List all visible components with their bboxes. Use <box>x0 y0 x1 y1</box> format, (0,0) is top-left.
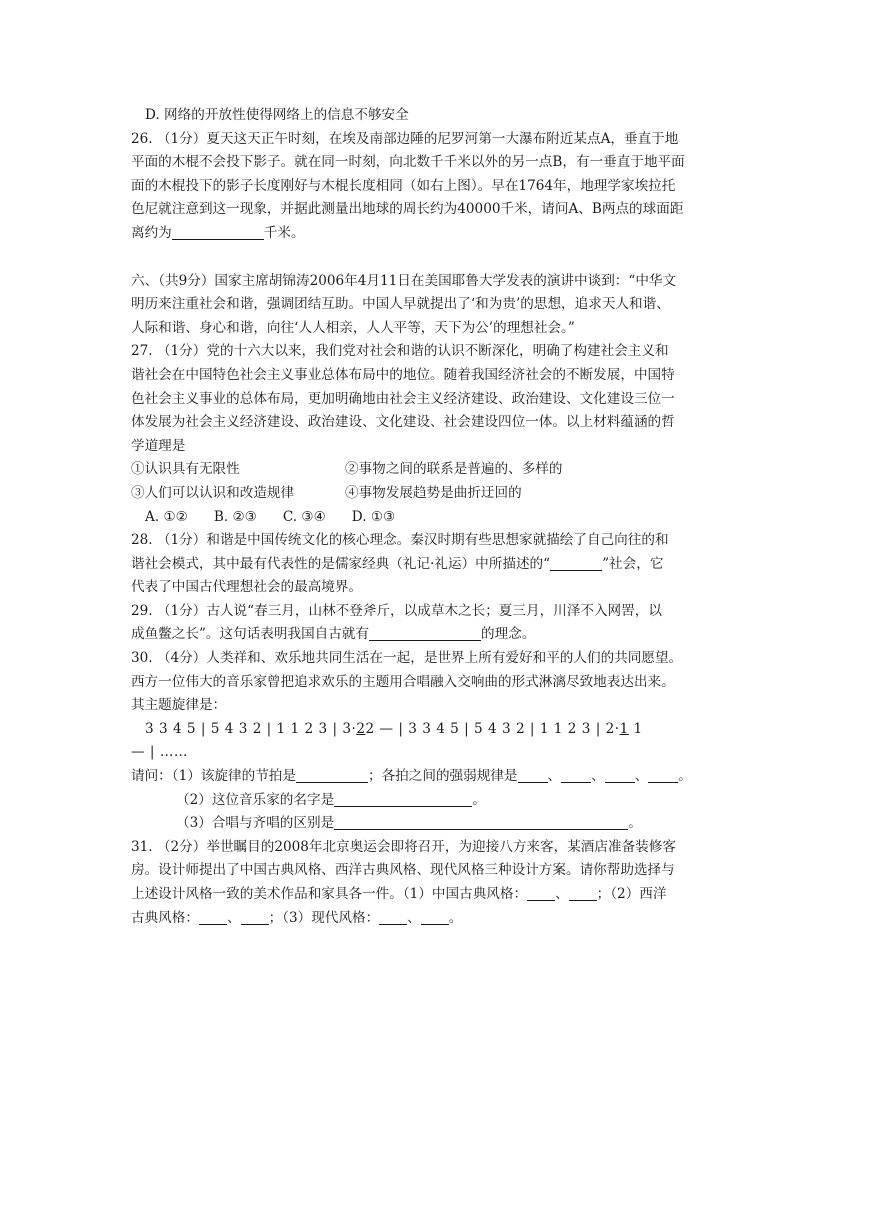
statement-2: ②事物之间的联系是普遍的、多样的 <box>345 461 563 478</box>
q31-line-3: 上述设计风格一致的美术作品和家具各一件。（1）中国古典风格： 、 ；（2）西洋 <box>131 886 667 902</box>
q30-sub-2: （2）这位音乐家的名字是 。 <box>176 791 486 808</box>
choice-d[interactable]: D. ①③ <box>351 508 396 525</box>
q25-option-d: D. 网络的开放性使得网络上的信息不够安全 <box>145 107 409 123</box>
choice-a[interactable]: A. ①② <box>145 508 188 525</box>
q31-line-2: 房。设计师提出了中国古典风格、西洋古典风格、现代风格三种设计方案。请你帮助选择与 <box>131 862 675 879</box>
answer-blank[interactable] <box>561 766 591 783</box>
q31-line-4: 古典风格： 、 ；（3）现代风格： 、 。 <box>131 909 463 926</box>
question-29 <box>131 600 741 647</box>
question-31 <box>131 836 741 930</box>
statement-3: ③人们可以认识和改造规律 <box>131 484 295 501</box>
q26-line-2: 平面的木棍不会投下影子。就在同一时刻，向北数千千米以外的另一点B，有一垂直于地平面 <box>131 154 685 171</box>
melody-notation-end: — | …… <box>131 744 189 761</box>
choice-b[interactable]: B. ②③ <box>213 508 257 525</box>
q27-line-2: 谐社会在中国特色社会主义事业总体布局中的地位。随着我国经济社会的不断发展，中国特 <box>131 366 675 383</box>
q30-line-3: 其主题旋律是： <box>131 697 227 714</box>
answer-blank[interactable] <box>334 790 472 807</box>
q30-sub-1: 请问：（1）该旋律的节拍是 ；各拍之间的强弱规律是 、 、 、 。 <box>131 768 692 785</box>
s6-line-1: 六、（共9分）国家主席胡锦涛2006年4月11日在美国耶鲁大学发表的演讲中谈到：“中华文 <box>131 272 677 289</box>
answer-blank[interactable] <box>379 908 407 925</box>
document-body <box>131 104 741 930</box>
statement-1: ①认识具有无限性 <box>131 461 240 478</box>
section-gap <box>131 246 741 270</box>
answer-blank[interactable] <box>172 223 264 240</box>
q30-sub-3: （3）合唱与齐唱的区别是 。 <box>176 815 642 832</box>
s6-line-3: 人际和谐、身心和谐，向往‘人人相亲，人人平等，天下为公’的理想社会。” <box>131 319 575 336</box>
statement-4: ④事物发展趋势是曲折迂回的 <box>345 484 522 501</box>
question-30 <box>131 647 741 836</box>
answer-blank[interactable] <box>605 766 635 783</box>
q26-line-3: 面的木棍投下的影子长度刚好与木棍长度相同（如右上图）。早在1764年，地理学家埃拉托 <box>131 177 676 194</box>
question-26 <box>131 128 741 246</box>
question-28 <box>131 529 741 600</box>
q26-line-4: 色尼就注意到这一现象，并据此测量出地球的周长约为40000千米，请问A、B两点的球面距 <box>131 201 684 218</box>
answer-blank[interactable] <box>550 554 602 571</box>
answer-blank[interactable] <box>648 766 678 783</box>
q27-line-1: 27. （1分）党的十六大以来，我们党对社会和谐的认识不断深化，明确了构建社会主义和 <box>131 343 669 360</box>
q27-line-4: 体发展为社会主义经济建设、政治建设、文化建设、社会建设四位一体。以上材料蕴涵的哲 <box>131 414 675 431</box>
answer-blank[interactable] <box>296 766 368 783</box>
answer-blank[interactable] <box>421 908 449 925</box>
q27-statements-2 <box>131 482 741 506</box>
choice-c[interactable]: C. ③④ <box>282 508 326 525</box>
q28-line-1: 28. （1分）和谐是中国传统文化的核心理念。秦汉时期有些思想家就描绘了自己向往的和 <box>131 532 669 549</box>
answer-blank[interactable] <box>527 884 555 901</box>
q31-line-1: 31. （2分）举世瞩目的2008年北京奥运会即将召开，为迎接八方来客，某酒店准备装修客 <box>131 838 676 855</box>
answer-blank[interactable] <box>518 766 548 783</box>
q26-line-5: 离约为 千米。 <box>131 224 305 241</box>
q30-line-1: 30. （4分）人类祥和、欢乐地共同生活在一起，是世界上所有爱好和平的人们的共同愿望。 <box>131 650 683 667</box>
q27-line-5: 学道理是 <box>131 437 186 454</box>
q29-line-2: 成鱼鳖之长”。这句话表明我国自古就有 的理念。 <box>131 626 536 643</box>
q27-choices <box>131 506 741 530</box>
answer-blank[interactable] <box>334 813 628 830</box>
q27-statements-1 <box>131 458 741 482</box>
melody-notation: 3 3 4 5 | 5 4 3 2 | 1 1 2 3 | 3·22 — | 3 3 4 5 | 5 4 3 2 | 1 1 2 3 | 2·1 1 <box>145 720 643 737</box>
s6-line-2: 明历来注重社会和谐，强调团结互助。中国人早就提出了‘和为贵’的思想，追求天人和谐、 <box>131 296 670 313</box>
answer-blank[interactable] <box>569 884 597 901</box>
section-six <box>131 270 741 341</box>
q30-line-2: 西方一位伟大的音乐家曾把追求欢乐的主题用合唱融入交响曲的形式淋漓尽致地表达出来。 <box>131 673 675 690</box>
question-27 <box>131 340 741 529</box>
q28-line-3: 代表了中国古代理想社会的最高境界。 <box>131 579 363 596</box>
answer-blank[interactable] <box>241 908 269 925</box>
q27-line-3: 色社会主义事业的总体布局，更加明确地由社会主义经济建设、政治建设、文化建设三位一 <box>131 390 675 407</box>
q29-line-1: 29. （1分）古人说“春三月，山林不登斧斤，以成草木之长；夏三月，川泽不入网罟，以 <box>131 602 662 619</box>
answer-blank[interactable] <box>369 624 481 641</box>
q26-line-1: 26. （1分）夏天这天正午时刻，在埃及南部边陲的尼罗河第一大瀑布附近某点A，垂直于地 <box>131 130 679 147</box>
q28-line-2: 谐社会模式，其中最有代表性的是儒家经典（礼记·礼运）中所描述的“ ”社会，它 <box>131 555 664 572</box>
answer-blank[interactable] <box>199 908 227 925</box>
